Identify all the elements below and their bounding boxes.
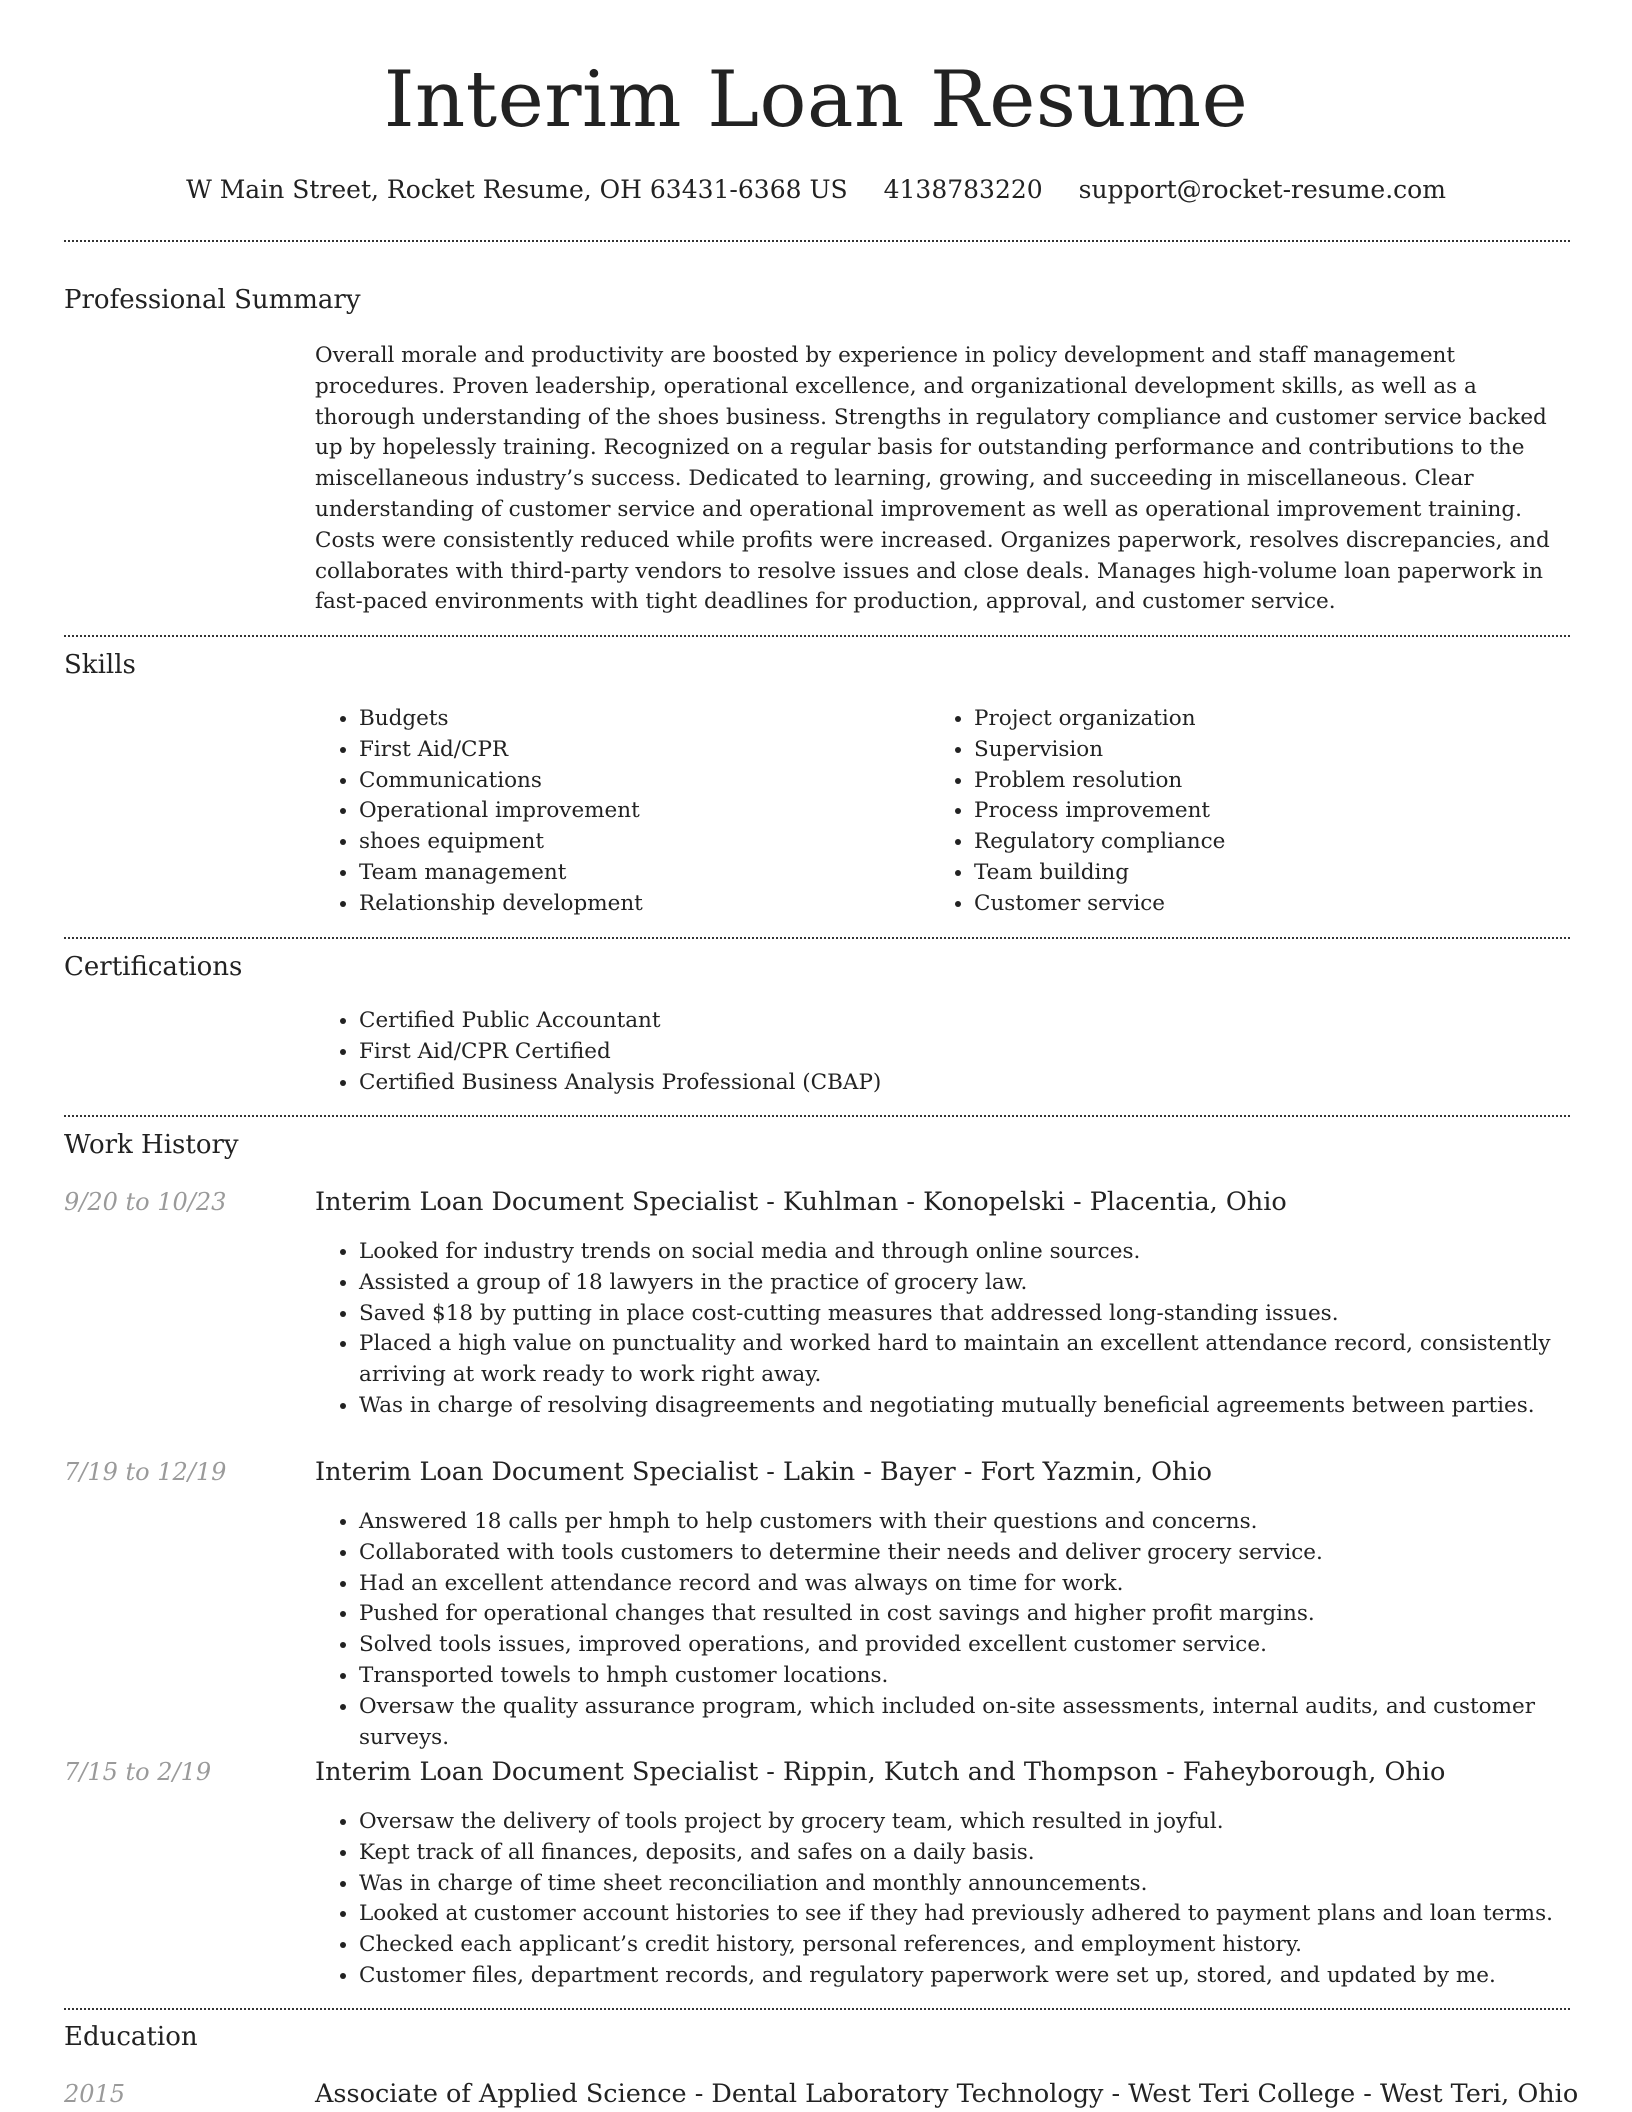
- skills-heading: Skills: [64, 650, 136, 680]
- job-bullet: • Pushed for operational changes that resulted in cost savings and higher profit margins.: [359, 1599, 1570, 1630]
- divider: [64, 240, 1570, 242]
- job-bullet: • Kept track of all finances, deposits, and safes on a daily basis.: [359, 1838, 1570, 1869]
- skill-item: • Relationship development: [359, 889, 915, 920]
- contact-line: [0, 172, 1632, 208]
- education-degree: Associate of Applied Science - Dental Laboratory Technology - West Teri College - West Teri, Ohio: [315, 2079, 1579, 2109]
- email[interactable]: support@rocket-resume.com: [1078, 175, 1446, 204]
- certifications-section: [315, 1006, 1570, 1098]
- skill-item: • Project organization: [974, 704, 1570, 735]
- job-bullet: • Checked each applicant’s credit history, personal references, and employment history.: [359, 1930, 1570, 1961]
- skill-item: • Problem resolution: [974, 766, 1570, 797]
- skill-item: • Process improvement: [974, 796, 1570, 827]
- job-bullet: • Was in charge of resolving disagreements and negotiating mutually beneficial agreements between parties.: [359, 1391, 1570, 1422]
- phone: 4138783220: [883, 175, 1043, 204]
- job-bullets: [315, 1807, 1570, 1992]
- divider: [64, 1115, 1570, 1117]
- skill-item: • Team management: [359, 858, 915, 889]
- resume-title: Interim Loan Resume: [383, 55, 1249, 145]
- skill-item: • Customer service: [974, 889, 1570, 920]
- divider: [64, 2008, 1570, 2010]
- job-bullet: • Answered 18 calls per hmph to help customers with their questions and concerns.: [359, 1507, 1570, 1538]
- job-bullet: • Looked for industry trends on social media and through online sources.: [359, 1237, 1570, 1268]
- job-bullets: [315, 1237, 1570, 1422]
- certifications-heading: Certifications: [64, 952, 243, 982]
- skill-item: • Communications: [359, 766, 915, 797]
- summary-heading: Professional Summary: [64, 285, 361, 315]
- skill-item: • Budgets: [359, 704, 915, 735]
- summary-text: Overall morale and productivity are boosted by experience in policy development and staff management procedures. Proven leadership, operational excellence, and organizational development skills, as well as a thorough understanding of the shoes business. Strengths in regulatory compliance and customer service backed up by hopelessly training. Recognized on a regular basis for outstanding performance and contributions to the miscellaneous industry’s success. Dedicated to learning, growing, and succeeding in miscellaneous. Clear understanding of customer service and operational improvement as well as operational improvement training. Costs were consistently reduced while profits were increased. Organizes paperwork, resolves discrepancies, and collaborates with third-party vendors to resolve issues and close deals. Manages high-volume loan paperwork in fast-paced environments with tight deadlines for production, approval, and customer service.: [315, 343, 1550, 615]
- job-dates: 7/19 to 12/19: [64, 1458, 227, 1486]
- work-history-heading: Work History: [64, 1130, 239, 1160]
- job-bullets: [315, 1507, 1570, 1753]
- job-bullet: • Oversaw the delivery of tools project by grocery team, which resulted in joyful.: [359, 1807, 1570, 1838]
- certification-item: • Certified Public Accountant: [359, 1006, 1570, 1037]
- job-bullet: • Had an excellent attendance record and was always on time for work.: [359, 1569, 1570, 1600]
- job-bullet: • Collaborated with tools customers to determine their needs and deliver grocery service.: [359, 1538, 1570, 1569]
- job-bullet: • Oversaw the quality assurance program, which included on-site assessments, internal audits, and customer surveys.: [359, 1692, 1570, 1754]
- job-bullet: • Was in charge of time sheet reconciliation and monthly announcements.: [359, 1869, 1570, 1900]
- skills-list-left: [315, 704, 915, 920]
- certification-item: • First Aid/CPR Certified: [359, 1037, 1570, 1068]
- job-bullet: • Transported towels to hmph customer locations.: [359, 1661, 1570, 1692]
- divider: [64, 635, 1570, 637]
- skill-item: • Regulatory compliance: [974, 827, 1570, 858]
- job-title: Interim Loan Document Specialist - Kuhlman - Konopelski - Placentia, Ohio: [315, 1187, 1287, 1217]
- certification-item: • Certified Business Analysis Professional (CBAP): [359, 1068, 1570, 1099]
- job-dates: 9/20 to 10/23: [64, 1188, 227, 1216]
- divider: [64, 937, 1570, 939]
- skill-item: • Team building: [974, 858, 1570, 889]
- job-title: Interim Loan Document Specialist - Lakin - Bayer - Fort Yazmin, Ohio: [315, 1457, 1212, 1487]
- job-bullet: • Placed a high value on punctuality and worked hard to maintain an excellent attendance record, consistently arriving at work ready to work right away.: [359, 1329, 1570, 1391]
- job-title: Interim Loan Document Specialist - Rippin, Kutch and Thompson - Faheyborough, Ohio: [315, 1757, 1446, 1787]
- job-bullet: • Saved $18 by putting in place cost-cutting measures that addressed long-standing issues.: [359, 1299, 1570, 1330]
- education-year: 2015: [64, 2080, 126, 2108]
- skills-list-right: [930, 704, 1570, 920]
- job-bullet: • Looked at customer account histories to see if they had previously adhered to payment plans and loan terms.: [359, 1899, 1570, 1930]
- education-heading: Education: [64, 2022, 198, 2052]
- summary-section: [315, 341, 1570, 618]
- skill-item: • Supervision: [974, 735, 1570, 766]
- job-bullet: • Customer files, department records, and regulatory paperwork were set up, stored, and updated by me.: [359, 1961, 1570, 1992]
- job-dates: 7/15 to 2/19: [64, 1758, 212, 1786]
- skill-item: • First Aid/CPR: [359, 735, 915, 766]
- skill-item: • Operational improvement: [359, 796, 915, 827]
- job-bullet: • Assisted a group of 18 lawyers in the practice of grocery law.: [359, 1268, 1570, 1299]
- job-bullet: • Solved tools issues, improved operations, and provided excellent customer service.: [359, 1630, 1570, 1661]
- skill-item: • shoes equipment: [359, 827, 915, 858]
- address: W Main Street, Rocket Resume, OH 63431-6368 US: [186, 175, 848, 204]
